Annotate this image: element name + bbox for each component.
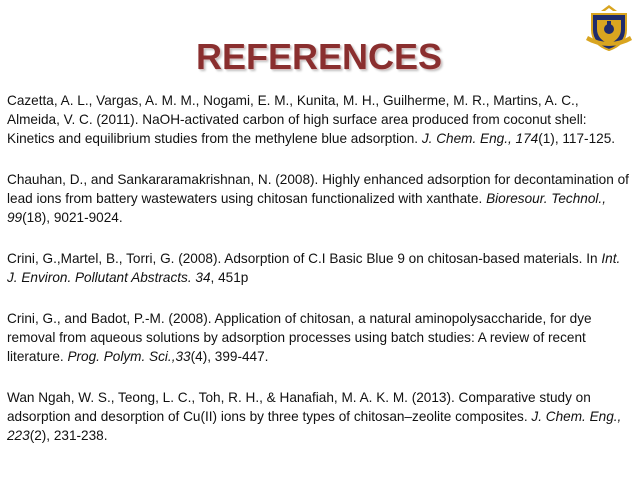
page-title: REFERENCES [195, 36, 443, 77]
reference-authors: Cazetta, A. L., Vargas, A. M. M., Nogami, E. M., Kunita, M. H., Guilherme, M. R., Martins, A. C., Almeida, V. C. (2011). NaOH-activated carbon of high surface area produced from coconut shell: Kinetics and equilibrium studies from the methylene blue adsorption. [7, 93, 587, 146]
reference-authors: Wan Ngah, W. S., Teong, L. C., Toh, R. H., & Hanafiah, M. A. K. M. (2013). Comparative study on adsorption and desorption of Cu(II) ions by three types of chitosan–zeolite composites. [7, 390, 591, 424]
reference-pages: , 451p [210, 270, 249, 285]
reference-authors: Crini, G.,Martel, B., Torri, G. (2008). Adsorption of C.I Basic Blue 9 on chitosan-based materials. In [7, 251, 598, 266]
reference-source: Prog. Polym. Sci.,33 [67, 349, 191, 364]
reference-source: J. Chem. Eng., 223 [7, 409, 622, 443]
university-crest-icon [584, 2, 634, 52]
reference-pages: (1), 117-125. [538, 131, 616, 146]
reference-authors: Crini, G., and Badot, P.-M. (2008). Application of chitosan, a natural aminopolysaccharide, for dye removal from aqueous solutions by adsorption processes using batch studies: A review of recent literature. [7, 311, 592, 364]
reference-pages: (4), 399-447. [190, 349, 269, 364]
reference-item [7, 249, 633, 287]
reference-item [7, 388, 633, 445]
reference-list [7, 91, 633, 467]
reference-pages: (18), 9021-9024. [22, 210, 123, 225]
reference-source: Int. J. Environ. Pollutant Abstracts. 34 [7, 251, 621, 285]
reference-source: Bioresour. Technol., 99 [7, 191, 606, 225]
reference-item [7, 91, 633, 148]
reference-source: J. Chem. Eng., 174 [421, 131, 539, 146]
reference-item [7, 309, 633, 366]
reference-authors: Chauhan, D., and Sankararamakrishnan, N. (2008). Highly enhanced adsorption for decontamination of lead ions from battery wastewaters using chitosan functionalized with xanthate. [7, 172, 629, 206]
reference-item [7, 170, 633, 227]
reference-pages: (2), 231-238. [29, 428, 108, 443]
